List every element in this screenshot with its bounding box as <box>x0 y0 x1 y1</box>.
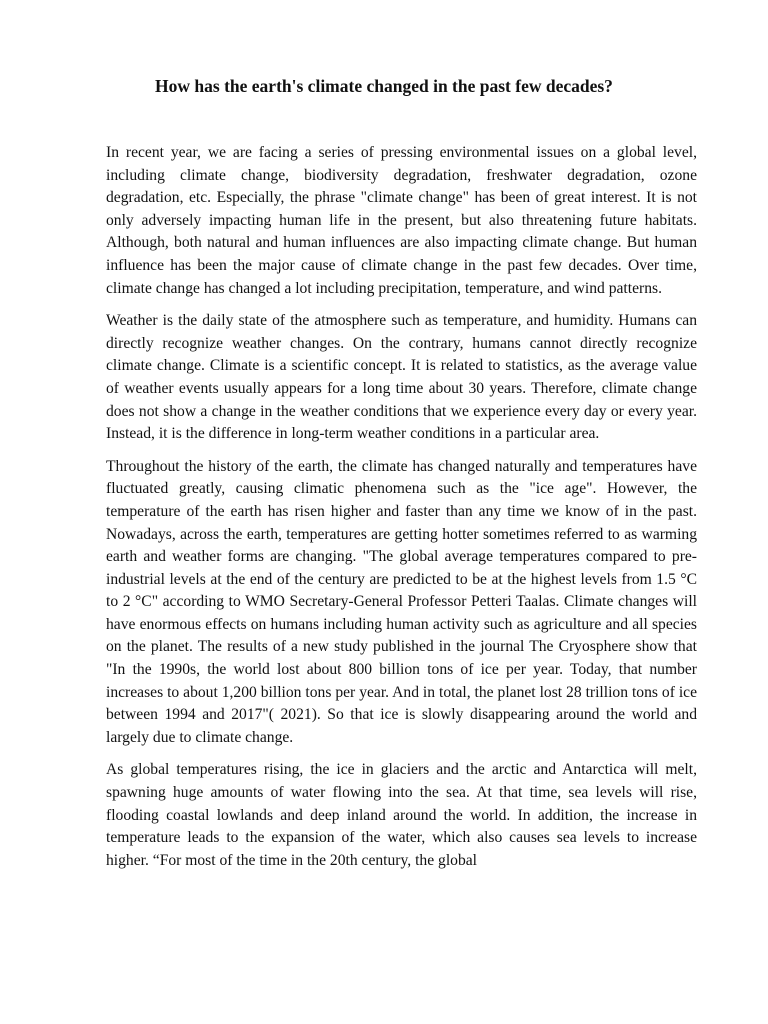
paragraph-weather-vs-climate: Weather is the daily state of the atmosphere such as temperature, and humidity. Humans can directly recognize weather changes. On the contrary, humans cannot directly recognize climate change. Climate is a scientific concept. It is related to statistics, as the average value of weather events usually appears for a long time about 30 years. Therefore, climate change does not show a change in the weather conditions that we experience every day or every year. Instead, it is the difference in long-term weather conditions in a particular area. <box>106 312 697 443</box>
paragraph-earth-history: Throughout the history of the earth, the climate has changed naturally and temperatures have fluctuated greatly, causing climatic phenomena such as the "ice age". However, the temperature of the earth has risen higher and faster than any time we know of in the past. Nowadays, across the earth, temperatures are getting hotter sometimes referred to as warming earth and weather forms are changing. "The global average temperatures compared to pre-industrial levels at the end of the century are predicted to be at the highest levels from 1.5 °C to 2 °C" according to WMO Secretary-General Professor Petteri Taalas. Climate changes will have enormous effects on humans including human activity such as agriculture and all species on the planet. The results of a new study published in the journal The Cryosphere show that "In the 1990s, the world lost about 800 billion tons of ice per year. Today, that number increases to about 1,200 billion tons per year. And in total, the planet lost 28 trillion tons of ice between 1994 and 2017"( 2021). So that ice is slowly disappearing around the world and largely due to climate change. <box>106 457 697 746</box>
document-title: How has the earth's climate changed in the past few decades? <box>155 76 613 96</box>
paragraph-intro: In recent year, we are facing a series of pressing environmental issues on a global level, including climate change, biodiversity degradation, freshwater degradation, ozone degradation, etc. Especially, the phrase "climate change" has been of great interest. It is not only adversely impacting human life in the present, but also threatening future habitats. Although, both natural and human influences are also impacting climate change. But human influence has been the major cause of climate change in the past few decades. Over time, climate change has changed a lot including precipitation, temperature, and wind patterns. <box>106 144 697 297</box>
document-body <box>106 142 697 882</box>
paragraph-sea-levels: As global temperatures rising, the ice in glaciers and the arctic and Antarctica will melt, spawning huge amounts of water flowing into the sea. At that time, sea levels will rise, flooding coastal lowlands and deep inland around the world. In addition, the increase in temperature leads to the expansion of the water, which also causes sea levels to increase higher. “For most of the time in the 20th century, the global <box>106 761 697 869</box>
